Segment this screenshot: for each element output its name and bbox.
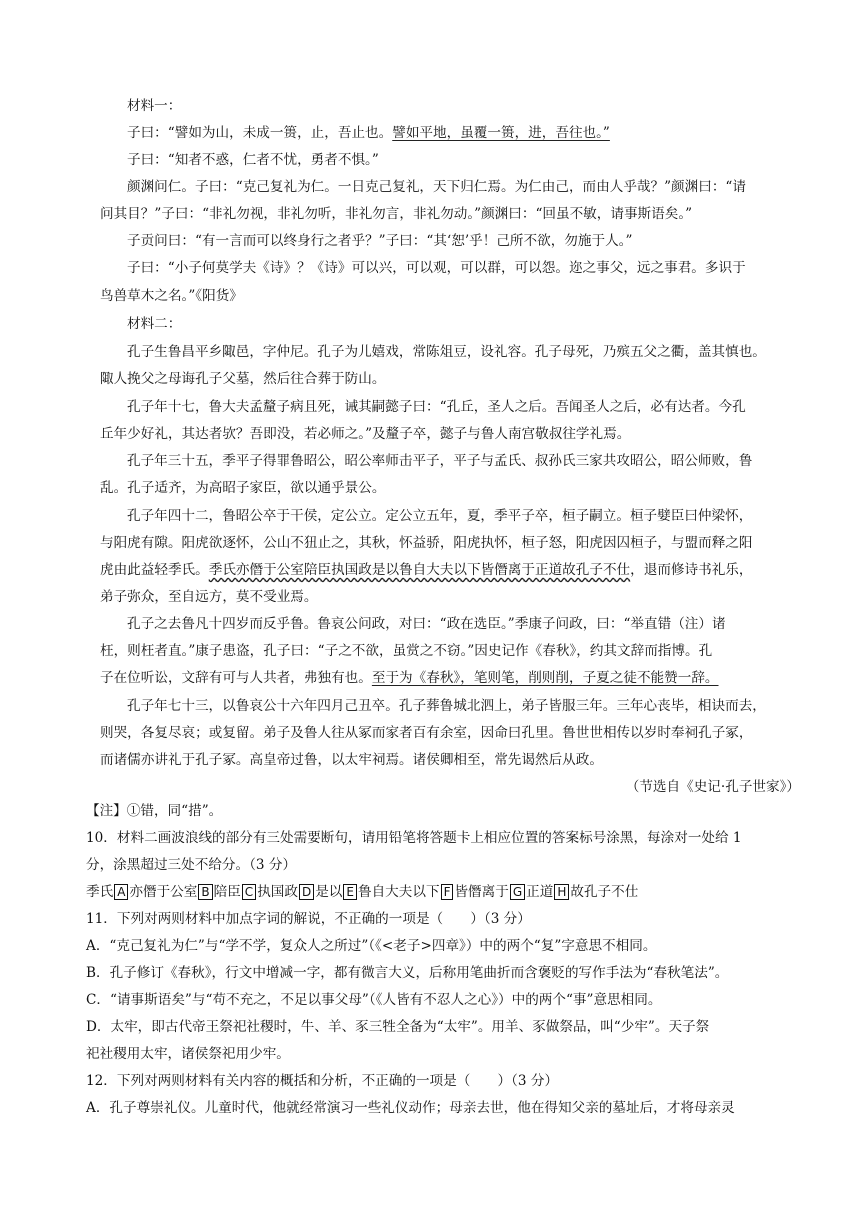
material2-paragraph-d-line-3: 虎由此益轻季氏。季氏亦僭于公室陪臣执国政是以鲁自大夫以下皆僭离于正道故孔子不仕，退而修诗书礼乐， [100,562,753,578]
material2-heading: 材料二： [127,316,182,332]
question-11-option-c[interactable]: C．“请事斯语矣”与“苟不充之，不足以事父母”（《人皆有不忍人之心》）中的两个“事”意思相同。 [86,992,662,1008]
question-12-option-a-line-1[interactable]: A．孔子尊崇礼仪。儿童时代，他就经常演习一些礼仪动作；母亲去世，他在得知父亲的墓址后，才将母亲灵 [86,1100,735,1116]
answer-mark-f[interactable]: F [441,884,454,900]
answer-mark-a[interactable]: A [114,884,128,900]
answer-mark-e[interactable]: E [343,884,357,900]
question-10-line-1: 10．材料二画波浪线的部分有三处需要断句，请用铅笔将答题卡上相应位置的答案标号涂黑，每涂对一处给 1 [86,830,742,846]
material1-paragraph-3-line-2: 问其目？”子曰：“非礼勿视，非礼勿听，非礼勿言，非礼勿动。”颜渊曰：“回虽不敏，请事斯语矣。” [100,206,693,222]
answer-mark-b[interactable]: B [198,884,212,900]
material2-paragraph-c-line-2: 乱。孔子适齐，为高昭子家臣，欲以通乎景公。 [100,480,386,496]
answer-mark-c[interactable]: C [242,884,256,900]
material2-paragraph-f-line-3: 而诸儒亦讲礼于孔子冢。高皇帝过鲁，以太牢祠焉。诸侯卿相至，常先谒然后从政。 [100,752,603,768]
material2-paragraph-d-line-1: 孔子年四十二，鲁昭公卒于干侯，定公立。定公立五年，夏，季平子卒，桓子嗣立。桓子嬖臣曰仲梁怀， [127,508,753,524]
question-12-stem: 12．下列对两则材料有关内容的概括和分析，不正确的一项是（ ）（3 分） [86,1073,559,1089]
question-10-line-2: 分，涂黑超过三处不给分。（3 分） [86,857,297,873]
material1-paragraph-5-line-1: 子曰：“小子何莫学夫《诗》？《诗》可以兴，可以观，可以群，可以怨。迩之事父，远之事君。多识于 [127,260,746,276]
underlined-sentence: 譬如平地，虽覆一篑，进，吾往也。” [392,125,610,141]
wavy-underlined-passage: 季氏亦僭于公室陪臣执国政是以鲁自大夫以下皆僭离于正道故孔子不仕 [208,562,631,578]
question-11-stem: 11．下列对两则材料中加点字词的解说，不正确的一项是（ ）（3 分） [86,911,531,927]
material2-paragraph-a-line-2: 陬人挽父之母诲孔子父墓，然后往合葬于防山。 [100,371,386,387]
material2-paragraph-e-line-2: 枉，则枉者直。”康子患盗，孔子曰：“子之不欲，虽赏之不窃。”因史记作《春秋》，约其文辞而指博。孔 [100,643,713,659]
material1-paragraph-4: 子贡问曰：“有一言而可以终身行之者乎？”子曰：“其‘恕’乎！己所不欲，勿施于人。” [127,233,633,249]
material2-paragraph-f-line-2: 则哭，各复尽哀；或复留。弟子及鲁人往从冢而家者百有余室，因命曰孔里。鲁世世相传以岁时奉祠孔子冢， [100,725,753,741]
material2-paragraph-e-line-1: 孔子之去鲁凡十四岁而反乎鲁。鲁哀公问政，对曰：“政在选臣。”季康子问政，曰：“举直错（注）诸 [127,616,726,632]
material2-paragraph-e-line-3: 子在位听讼，文辞有可与人共者，弗独有也。至于为《春秋》，笔则笔，削则削，子夏之徒不能赞一辞。 [100,670,719,686]
material2-paragraph-a-line-1: 孔子生鲁昌平乡陬邑，字仲尼。孔子为儿嬉戏，常陈俎豆，设礼容。孔子母死，乃殡五父之衢，盖其慎也。 [127,344,766,360]
question-11-option-a[interactable]: A．“克己复礼为仁”与“学不学，复众人之所过”（《<老子>四章》）中的两个“复”字意思不相同。 [86,938,657,954]
source-citation: （节选自《史记·孔子世家》） [625,779,800,795]
material2-paragraph-d-line-4: 弟子弥众，至自远方，莫不受业焉。 [100,589,318,605]
question-11-option-d-line-1[interactable]: D．太牢，即古代帝王祭祀社稷时，牛、羊、豕三牲全备为“太牢”。用羊、豕做祭品，叫“少牢”。天子祭 [86,1019,710,1035]
answer-mark-g[interactable]: G [510,884,525,900]
material2-paragraph-d-line-2: 与阳虎有隙。阳虎欲逐怀，公山不狃止之，其秋，怀益骄，阳虎执怀，桓子怒，阳虎因囚桓子，与盟而释之阳 [100,535,753,551]
material2-paragraph-c-line-1: 孔子年三十五，季平子得罪鲁昭公，昭公率师击平子，平子与孟氏、叔孙氏三家共攻昭公，昭公师败，鲁 [127,453,753,469]
material2-paragraph-f-line-1: 孔子年七十三，以鲁哀公十六年四月己丑卒。孔子葬鲁城北泗上，弟子皆服三年。三年心丧毕，相诀而去， [127,698,766,714]
material1-paragraph-5-line-2: 鸟兽草木之名。”《阳货》 [100,288,243,304]
material1-paragraph-3-line-1: 颜渊问仁。子曰：“克己复礼为仁。一日克己复礼，天下归仁焉。为仁由己，而由人乎哉？”颜渊曰：“请 [127,179,746,195]
material1-paragraph-1: 子曰：“譬如为山，未成一篑，止，吾止也。譬如平地，虽覆一篑，进，吾往也。” [127,125,610,141]
material2-paragraph-b-line-1: 孔子年十七，鲁大夫孟釐子病且死，诫其嗣懿子曰：“孔丘，圣人之后。吾闻圣人之后，必有达者。今孔 [127,399,746,415]
material1-paragraph-2: 子曰：“知者不惑，仁者不忧，勇者不惧。” [127,152,379,168]
underlined-sentence: 至于为《春秋》，笔则笔，削则削，子夏之徒不能赞一辞。 [371,670,719,686]
answer-mark-h[interactable]: H [554,884,569,900]
material2-paragraph-b-line-2: 丘年少好礼，其达者欤？吾即没，若必师之。”及釐子卒，懿子与鲁人南宫敬叔往学礼焉。 [100,426,631,442]
annotation-note: 【注】①错，同“措”。 [86,803,223,819]
material1-heading: 材料一： [127,98,182,114]
question-10-segmentation: 季氏 A 亦僭于公室 B 陪臣 C 执国政 D 是以 E 鲁自大夫以下 F 皆僭离于 G 正道 H 故孔子不仕 [86,884,639,900]
question-11-option-b[interactable]: B．孔子修订《春秋》，行文中增减一字，都有微言大义，后称用笔曲折而含褒贬的写作手法为“春秋笔法”。 [86,965,729,981]
answer-mark-d[interactable]: D [299,884,314,900]
question-11-option-d-line-2: 祀社稷用太牢，诸侯祭祀用少牢。 [86,1046,290,1062]
